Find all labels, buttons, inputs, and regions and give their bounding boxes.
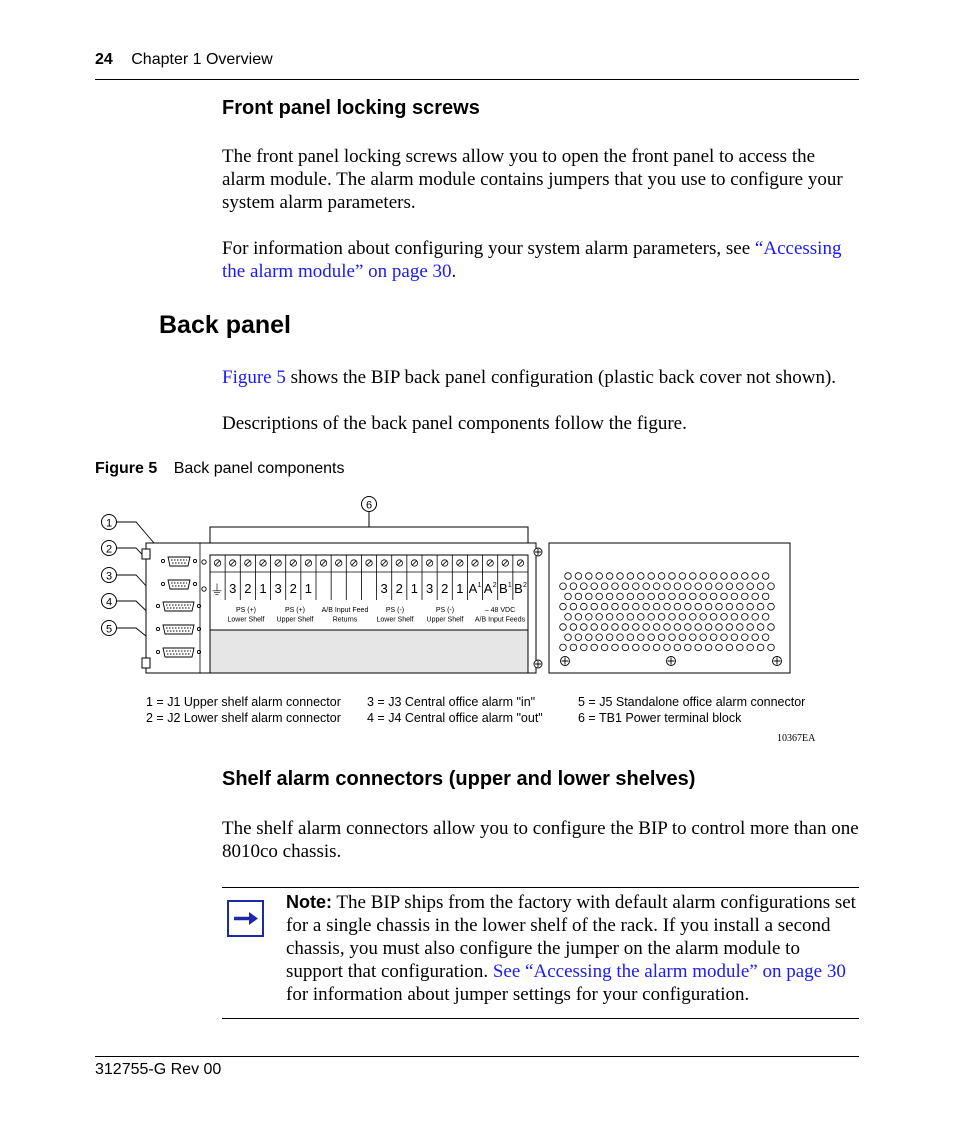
feed-letter: B: [514, 581, 523, 596]
vent-hole: [565, 634, 572, 641]
vent-hole: [622, 583, 629, 590]
callout-1-label: 1: [105, 517, 113, 530]
vent-hole: [752, 614, 759, 621]
tb1-lower-plate: [210, 630, 528, 673]
vent-hole: [606, 634, 613, 641]
note-body: Note: The BIP ships from the factory with default alarm configurations set for a single chassis in the lower shelf of the rack. If you install a second chassis, you must also configure the jumper on the alarm module to support that configuration. See “Accessing the alarm module” on page 30 for information about jumper settings for your configuration.: [286, 892, 856, 1005]
vent-hole: [606, 614, 613, 621]
vent-hole: [752, 634, 759, 641]
vent-hole: [737, 644, 744, 651]
vent-hole: [560, 583, 567, 590]
vent-hole: [565, 614, 572, 621]
terminal-group-label: PS (+): [284, 607, 306, 614]
feed-letter: A: [468, 581, 478, 596]
vent-hole: [757, 603, 764, 610]
vent-hole: [695, 603, 702, 610]
note-bottom-rule: [222, 1018, 859, 1019]
vent-hole: [737, 624, 744, 631]
vent-hole: [606, 593, 613, 600]
terminal-screws: [214, 560, 523, 566]
vent-hole: [685, 624, 692, 631]
terminal-group-label: PS (+): [235, 607, 257, 614]
vent-hole: [648, 634, 655, 641]
vent-hole: [591, 583, 598, 590]
vent-hole: [570, 644, 577, 651]
vent-hole: [757, 644, 764, 651]
vent-hole: [679, 614, 686, 621]
vent-hole: [721, 593, 728, 600]
vent-hole: [601, 603, 608, 610]
vent-hole: [690, 614, 697, 621]
back-para-2: Descriptions of the back panel components follow the figure.: [222, 413, 687, 434]
terminal-number: 2: [244, 581, 252, 596]
note-arrow-icon: [227, 900, 265, 938]
vent-hole: [643, 603, 650, 610]
vent-hole: [731, 593, 738, 600]
vent-hole: [726, 603, 733, 610]
terminal-number: 3: [229, 581, 237, 596]
vent-hole: [622, 644, 629, 651]
vent-hole: [633, 603, 640, 610]
vent-hole: [685, 644, 692, 651]
callout-5-label: 5: [105, 623, 113, 636]
vent-hole: [700, 593, 707, 600]
vent-hole: [716, 583, 723, 590]
vent-hole: [570, 603, 577, 610]
back-para-1: Figure 5 shows the BIP back panel configuration (plastic back cover not shown).: [222, 367, 837, 388]
vent-hole: [617, 573, 624, 580]
feed-index: 1: [507, 582, 512, 589]
note-label: Note:: [286, 892, 332, 912]
vent-hole: [700, 614, 707, 621]
vent-hole: [633, 583, 640, 590]
vent-hole: [596, 614, 603, 621]
vent-hole: [560, 603, 567, 610]
vent-hole: [737, 583, 744, 590]
terminal-group-label: Upper Shelf: [276, 616, 314, 624]
vent-hole: [638, 634, 645, 641]
terminal-group-label: Lower Shelf: [376, 616, 414, 624]
vent-hole: [581, 583, 588, 590]
vent-hole: [705, 624, 712, 631]
vent-hole: [742, 634, 749, 641]
vent-hole: [710, 573, 717, 580]
vent-hole: [664, 644, 671, 651]
vent-hole: [679, 573, 686, 580]
terminal-group-label: A/B Input Feeds: [474, 616, 526, 624]
vent-hole: [762, 573, 769, 580]
feed-index: 2: [522, 582, 527, 589]
terminal-number: 1: [456, 581, 464, 596]
vent-hole: [633, 644, 640, 651]
vent-hole: [565, 593, 572, 600]
vent-hole: [658, 634, 665, 641]
vent-hole: [617, 614, 624, 621]
vent-hole: [658, 593, 665, 600]
vent-hole: [705, 583, 712, 590]
vent-hole: [747, 583, 754, 590]
vent-hole: [622, 603, 629, 610]
vent-hole: [726, 644, 733, 651]
vent-hole: [664, 624, 671, 631]
vent-hole: [742, 593, 749, 600]
vent-hole: [643, 583, 650, 590]
vent-hole: [581, 624, 588, 631]
vent-hole: [721, 634, 728, 641]
heading-front-panel-locking-screws: Front panel locking screws: [222, 97, 480, 119]
legend-item-2: 2 = J2 Lower shelf alarm connector: [146, 711, 341, 725]
page-number: 24: [95, 51, 113, 68]
footer-doc-id: 312755-G Rev 00: [95, 1061, 222, 1078]
link-figure-5[interactable]: Figure 5: [222, 367, 286, 388]
terminal-number: 3: [425, 581, 434, 596]
vent-hole: [622, 624, 629, 631]
vent-hole: [601, 644, 608, 651]
vent-hole: [575, 634, 582, 641]
vent-hole: [710, 634, 717, 641]
callout-3-label: 3: [105, 570, 113, 583]
vent-hole: [695, 624, 702, 631]
vent-hole: [617, 593, 624, 600]
vent-hole: [591, 603, 598, 610]
vent-hole: [669, 593, 676, 600]
left-mount-tab-bottom: [142, 658, 150, 668]
locking-para-2: For information about configuring your system alarm parameters, see “Accessing the alarm module” on page 30.: [222, 238, 842, 282]
vent-hole: [685, 603, 692, 610]
vent-hole: [716, 644, 723, 651]
vent-hole: [726, 624, 733, 631]
vent-hole: [575, 614, 582, 621]
heading-shelf-alarm-connectors: Shelf alarm connectors (upper and lower shelves): [222, 768, 696, 790]
vent-hole: [695, 583, 702, 590]
vent-hole: [669, 614, 676, 621]
vent-hole: [747, 603, 754, 610]
vent-hole: [575, 593, 582, 600]
vent-hole: [742, 614, 749, 621]
terminal-number: 2: [395, 581, 403, 596]
vent-hole: [690, 634, 697, 641]
vent-hole: [664, 583, 671, 590]
feed-letter: B: [498, 581, 508, 596]
vent-hole: [768, 583, 775, 590]
vent-hole: [627, 614, 634, 621]
vent-hole: [612, 583, 619, 590]
vent-hole: [742, 573, 749, 580]
vent-hole: [669, 634, 676, 641]
vent-hole: [716, 603, 723, 610]
vent-hole: [627, 573, 634, 580]
feed-letter: A: [483, 581, 493, 596]
terminal-number: 1: [304, 581, 313, 596]
feed-index: 1: [477, 582, 482, 589]
callout-2-label: 2: [105, 543, 113, 556]
vent-hole: [757, 583, 764, 590]
vent-hole: [710, 593, 717, 600]
feed-index: 2: [492, 582, 497, 589]
vent-hole: [685, 583, 692, 590]
ground-symbol: ⏚: [210, 582, 224, 598]
terminal-number: 1: [259, 581, 267, 596]
vent-hole: [700, 634, 707, 641]
vent-hole: [648, 614, 655, 621]
vent-hole: [674, 603, 681, 610]
link-accessing-alarm-module[interactable]: “Accessing the alarm module” on page 30: [222, 238, 842, 282]
terminal-group-label: PS (-): [385, 607, 405, 614]
vent-hole: [705, 644, 712, 651]
vent-hole: [581, 644, 588, 651]
vent-hole: [752, 593, 759, 600]
vent-hole: [768, 603, 775, 610]
vent-hole: [757, 624, 764, 631]
legend-item-1: 1 = J1 Upper shelf alarm connector: [146, 695, 341, 709]
vent-hole: [653, 624, 660, 631]
vent-hole: [762, 593, 769, 600]
terminal-group-label: Upper Shelf: [426, 616, 464, 624]
vent-hole: [586, 614, 593, 621]
vent-hole: [560, 624, 567, 631]
vent-hole: [570, 624, 577, 631]
vent-hole: [653, 644, 660, 651]
vent-hole: [617, 634, 624, 641]
vent-hole: [591, 644, 598, 651]
vent-hole: [575, 573, 582, 580]
vent-hole: [648, 593, 655, 600]
vent-hole: [601, 624, 608, 631]
terminal-group-label: A/B Input Feed: [321, 607, 369, 614]
vent-hole: [648, 573, 655, 580]
vent-hole: [565, 573, 572, 580]
vent-hole: [653, 583, 660, 590]
left-mount-tab-top: [142, 549, 150, 559]
footer-rule: [95, 1056, 859, 1057]
vent-hole: [768, 644, 775, 651]
figure-label: Figure 5: [95, 460, 158, 477]
callout-4-label: 4: [105, 596, 113, 609]
shelf-para-1: The shelf alarm connectors allow you to configure the BIP to control more than one 8010co chassis.: [222, 818, 859, 862]
terminal-number: 2: [289, 581, 297, 596]
terminal-group-label: Returns: [332, 616, 358, 624]
vent-hole: [560, 644, 567, 651]
terminal-group-label: PS (-): [435, 607, 455, 614]
legend-item-6: 6 = TB1 Power terminal block: [578, 711, 742, 725]
vent-hole: [768, 624, 775, 631]
vent-hole: [737, 603, 744, 610]
legend-item-4: 4 = J4 Central office alarm "out": [367, 711, 543, 725]
vent-hole: [731, 573, 738, 580]
vent-hole: [581, 603, 588, 610]
vent-hole: [586, 573, 593, 580]
vent-hole: [638, 573, 645, 580]
heading-back-panel: Back panel: [159, 311, 292, 339]
vent-hole: [679, 634, 686, 641]
link-note-accessing-alarm-module[interactable]: See “Accessing the alarm module” on page 30: [492, 961, 846, 982]
vent-hole: [638, 593, 645, 600]
vent-hole: [586, 593, 593, 600]
vent-hole: [638, 614, 645, 621]
vent-hole: [695, 644, 702, 651]
terminal-number: 2: [441, 581, 449, 596]
vent-hole: [596, 634, 603, 641]
vent-hole: [690, 593, 697, 600]
vent-hole: [747, 624, 754, 631]
vent-hole: [726, 583, 733, 590]
figure-title: Back panel components: [173, 460, 345, 477]
tb1-bracket: [210, 512, 528, 545]
vent-hole: [721, 573, 728, 580]
terminal-number: 1: [410, 581, 419, 596]
vent-hole: [716, 624, 723, 631]
vent-hole: [570, 583, 577, 590]
vent-hole: [596, 573, 603, 580]
vent-hole: [627, 593, 634, 600]
vent-hole: [653, 603, 660, 610]
vent-hole: [721, 614, 728, 621]
vent-hole: [612, 644, 619, 651]
note-top-rule: [222, 887, 859, 888]
vent-hole: [591, 624, 598, 631]
vent-hole: [710, 614, 717, 621]
vent-hole: [752, 573, 759, 580]
vent-hole: [679, 593, 686, 600]
chapter-title: Chapter 1 Overview: [131, 51, 273, 68]
vent-hole: [643, 644, 650, 651]
vent-hole: [700, 573, 707, 580]
vent-hole: [674, 644, 681, 651]
vent-hole: [762, 614, 769, 621]
vent-hole: [731, 614, 738, 621]
vent-hole: [596, 593, 603, 600]
vent-hole: [658, 614, 665, 621]
vent-hole: [664, 603, 671, 610]
vent-hole: [601, 583, 608, 590]
legend-item-5: 5 = J5 Standalone office alarm connector: [578, 695, 806, 709]
vent-hole: [586, 634, 593, 641]
vent-hole: [627, 634, 634, 641]
vent-hole: [674, 583, 681, 590]
vent-hole: [762, 634, 769, 641]
vent-hole: [690, 573, 697, 580]
vent-hole: [674, 624, 681, 631]
vent-hole: [643, 624, 650, 631]
vent-hole: [669, 573, 676, 580]
callout-6-label: 6: [365, 499, 373, 512]
vent-hole: [606, 573, 613, 580]
vent-hole: [612, 624, 619, 631]
terminal-group-label: – 48 VDC: [484, 607, 516, 614]
terminal-group-label: Lower Shelf: [227, 616, 265, 624]
vent-hole: [747, 644, 754, 651]
terminal-number: 3: [380, 581, 388, 596]
figure-id-code: 10367EA: [777, 733, 816, 744]
locking-para-1: The front panel locking screws allow you to open the front panel to access the alarm module. The alarm module contains jumpers that you use to configure your system alarm parameters.: [222, 146, 843, 213]
legend-item-3: 3 = J3 Central office alarm "in": [367, 695, 536, 709]
terminal-number: 3: [274, 581, 282, 596]
vent-hole: [612, 603, 619, 610]
vent-hole: [633, 624, 640, 631]
vent-hole: [731, 634, 738, 641]
vent-hole: [705, 603, 712, 610]
vent-hole: [658, 573, 665, 580]
